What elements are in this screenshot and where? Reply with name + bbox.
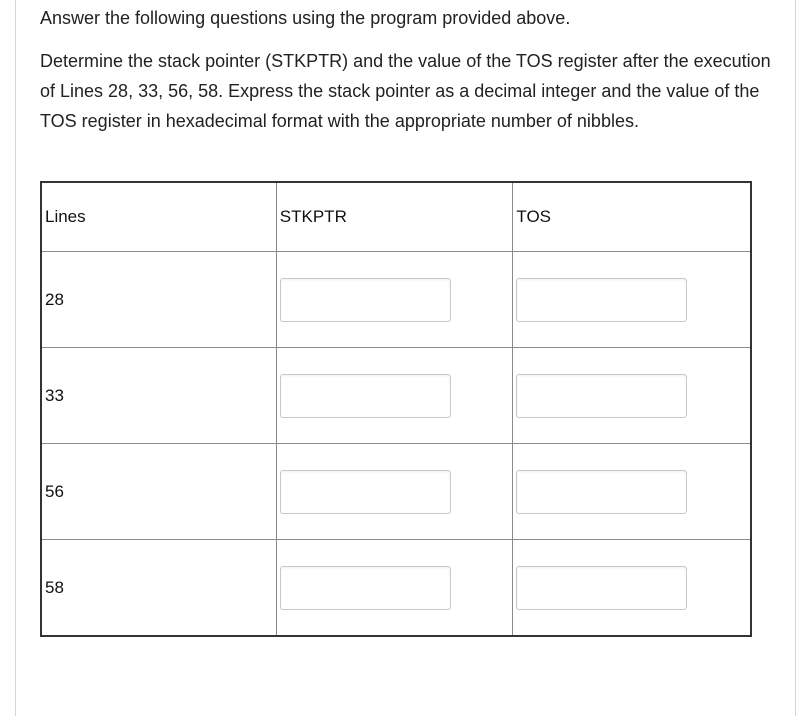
header-stkptr: STKPTR	[276, 182, 513, 252]
tos-input-line-58[interactable]	[516, 566, 687, 610]
table-row	[41, 348, 751, 444]
stkptr-cell	[276, 540, 513, 637]
table-header-row	[41, 182, 751, 252]
line-cell	[41, 540, 276, 637]
line-number: 28	[45, 289, 64, 309]
table-row	[41, 444, 751, 540]
tos-input-line-33[interactable]	[516, 374, 687, 418]
tos-cell	[513, 540, 751, 637]
line-number: 58	[45, 577, 64, 597]
header-tos: TOS	[513, 182, 751, 252]
table-row	[41, 540, 751, 637]
tos-cell	[513, 252, 751, 348]
stkptr-input-line-28[interactable]	[280, 278, 451, 322]
stkptr-cell	[276, 444, 513, 540]
line-cell	[41, 444, 276, 540]
right-border	[795, 0, 796, 716]
table-row	[41, 252, 751, 348]
line-number: 56	[45, 481, 64, 501]
header-lines: Lines	[41, 182, 276, 252]
stkptr-cell	[276, 348, 513, 444]
tos-cell	[513, 444, 751, 540]
answer-table	[40, 181, 752, 637]
left-border	[15, 0, 16, 716]
stkptr-input-line-58[interactable]	[280, 566, 451, 610]
line-cell	[41, 348, 276, 444]
stkptr-cell	[276, 252, 513, 348]
tos-input-line-56[interactable]	[516, 470, 687, 514]
question-text: Determine the stack pointer (STKPTR) and the value of the TOS register after the execution of Lines 28, 33, 56, 58. Express the stack pointer as a decimal integer and the value of the TOS register in hexadecimal format with the appropriate number of nibbles.	[40, 51, 771, 131]
tos-input-line-28[interactable]	[516, 278, 687, 322]
line-cell	[41, 252, 276, 348]
stkptr-input-line-33[interactable]	[280, 374, 451, 418]
intro-text: Answer the following questions using the program provided above.	[40, 8, 571, 28]
stkptr-input-line-56[interactable]	[280, 470, 451, 514]
line-number: 33	[45, 385, 64, 405]
tos-cell	[513, 348, 751, 444]
